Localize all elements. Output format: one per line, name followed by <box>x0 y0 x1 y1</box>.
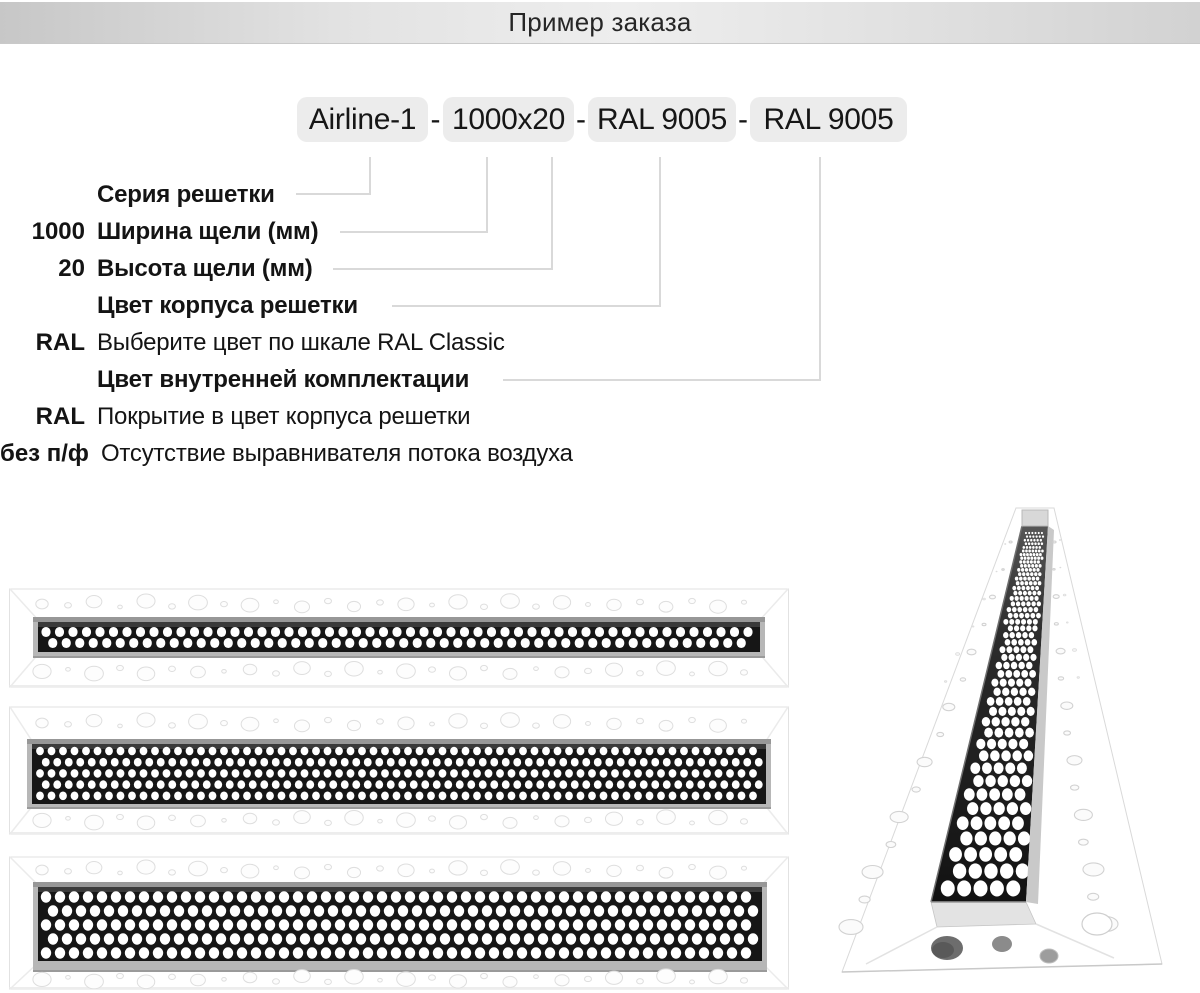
connector-height-horizontal <box>333 268 553 270</box>
connector-height-vertical <box>551 157 553 270</box>
legend-text: Покрытие в цвет корпуса решетки <box>97 402 471 430</box>
page-title: Пример заказа <box>508 7 692 37</box>
connector-series-horizontal <box>296 193 371 195</box>
legend-text: Цвет корпуса решетки <box>97 291 358 319</box>
title-bar <box>0 2 1200 44</box>
legend-text: Серия решетки <box>97 180 275 208</box>
connector-bodycolor-horizontal <box>392 305 661 307</box>
legend-keyword: 1000 <box>31 217 85 245</box>
grille-front-photo-large-slot <box>8 853 790 993</box>
legend-keyword: RAL <box>35 402 85 430</box>
grille-front-photo-small-slot <box>8 583 790 691</box>
legend-text: Отсутствие выравнивателя потока воздуха <box>100 439 573 467</box>
connector-bodycolor-vertical <box>659 157 661 307</box>
code-part-inner-color: RAL 9005 <box>750 97 907 142</box>
legend-keyword: без п/ф <box>0 439 89 467</box>
connector-innercolor-vertical <box>819 157 821 381</box>
legend-row-coating <box>0 403 470 430</box>
legend-row-width <box>0 218 318 245</box>
legend-row-height <box>0 255 313 282</box>
legend-text: Выберите цвет по шкале RAL Classic <box>97 328 505 356</box>
code-separator: - <box>576 103 586 136</box>
code-part-size: 1000x20 <box>443 97 574 142</box>
grille-perspective-photo <box>830 500 1200 993</box>
code-separator: - <box>430 103 441 136</box>
connector-series-vertical <box>369 157 371 195</box>
legend-text: Цвет внутренней комплектации <box>97 365 470 393</box>
connector-width-horizontal <box>340 231 488 233</box>
legend-keyword: RAL <box>35 328 85 356</box>
legend-row-ral-classic <box>0 329 505 356</box>
code-part-body-color: RAL 9005 <box>588 97 736 142</box>
legend-text: Ширина щели (мм) <box>97 217 319 245</box>
legend-text: Высота щели (мм) <box>97 254 313 282</box>
connector-innercolor-horizontal <box>503 379 821 381</box>
code-part-series: Airline-1 <box>297 97 428 142</box>
legend-row-body-color <box>0 292 358 319</box>
grille-front-photo-medium-slot <box>8 703 790 838</box>
legend-row-inner-color <box>0 366 469 393</box>
connector-width-vertical <box>486 157 488 233</box>
legend-row-no-flow-equalizer <box>0 440 573 467</box>
legend-row-series <box>0 181 275 208</box>
legend-keyword: 20 <box>58 254 85 282</box>
code-separator: - <box>738 103 748 136</box>
